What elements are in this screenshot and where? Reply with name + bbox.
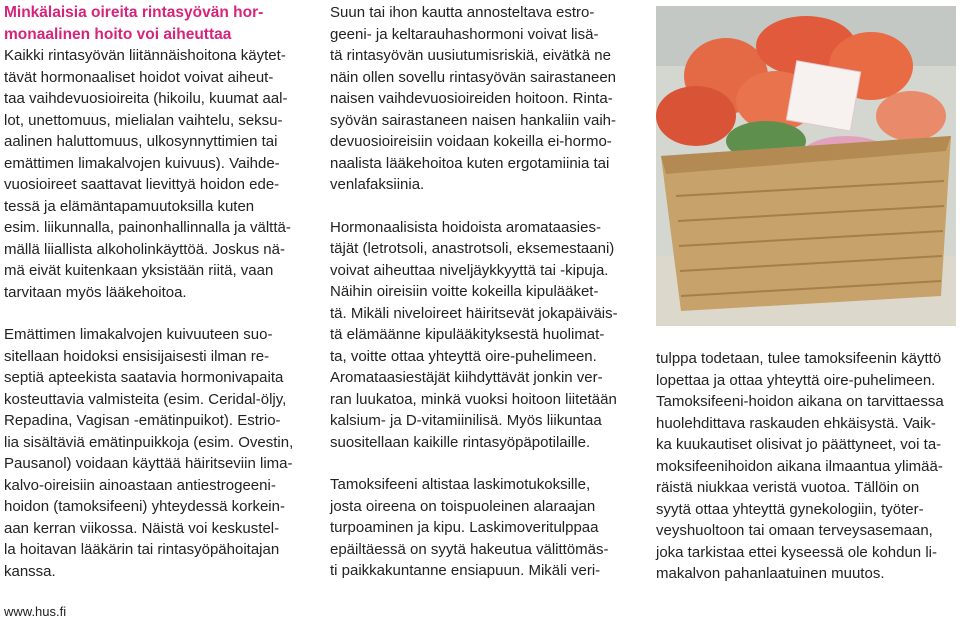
text-line: ti paikkakuntanne ensiapuun. Mikäli veri- — [330, 562, 601, 579]
text-line: devuosioireisiin voidaan kokeilla ei-hormo- — [330, 133, 612, 150]
text-line: turpoaminen ja kipu. Laskimoveritulppaa — [330, 519, 599, 536]
paragraph-estrogen — [330, 2, 630, 196]
footer-url: www.hus.fi — [4, 604, 67, 619]
column-left — [4, 2, 300, 582]
paragraph-gap — [330, 196, 630, 217]
paragraph-tamoxifen-continued — [656, 348, 956, 585]
text-line: Kaikki rintasyövän liitännäishoitona käytet- — [4, 47, 286, 64]
paragraph-gap — [4, 303, 300, 324]
text-line: vuosioireet saattavat lievittyä hoidon ede- — [4, 176, 280, 193]
text-line: naalista lääkehoitoa kuten ergotamiinia tai — [330, 154, 610, 172]
heading-line: Minkälaisia oireita rintasyövän hor- — [4, 4, 264, 21]
text-line: epäiltäessä on syytä hakeutua välittömäs- — [330, 540, 609, 558]
text-line: Tamoksifeeni-hoidon aikana on tarvittaessa — [656, 393, 944, 410]
text-line: lopettaa ja ottaa yhteyttä oire-puhelimeen. — [656, 371, 936, 389]
text-line: ka kuukautiset olisivat jo päättyneet, voi ta- — [656, 436, 942, 453]
text-line: emättimen limakalvojen kuivuus). Vaihde- — [4, 154, 280, 172]
text-line: mä eivät kuitenkaan yksistään riitä, vaan — [4, 262, 274, 279]
text-line: suositellaan kaikille rintasyöpäpotilaille. — [330, 433, 591, 451]
knitted-socks-basket-photo — [656, 6, 956, 326]
text-line: lot, unettomuus, mielialan vaihtelu, seksu- — [4, 111, 283, 129]
text-line: räistä niukkaa veristä vuotoa. Tällöin on — [656, 479, 920, 496]
text-line: ta, voitte ottaa yhteyttä oire-puhelimeen. — [330, 347, 597, 365]
text-line: tä elämäänne kipulääkityksestä huolimat- — [330, 326, 605, 343]
section-heading — [4, 2, 300, 45]
text-line: tävät hormonaaliset hoidot voivat aiheut- — [4, 68, 274, 86]
text-line: aalinen haluttomuus, ulkosynnyttimien tai — [4, 133, 278, 150]
text-line: venlafaksiinia. — [330, 176, 425, 193]
text-line: voivat aiheuttaa niveljäykkyyttä tai -kipuja. — [330, 261, 609, 279]
text-line: tä rintasyövän uusiutumisriskiä, eivätkä ne — [330, 47, 611, 64]
text-line: syövän sairastaneen naisen hankaliin vaih- — [330, 111, 617, 129]
text-line: tulppa todetaan, tulee tamoksifeenin käyttö — [656, 350, 942, 367]
text-line: kalsium- ja D-vitamiinilisä. Myös liikuntaa — [330, 412, 602, 429]
text-line: tessä ja elämäntapamuutoksilla kuten — [4, 197, 255, 215]
text-line: naisen vaihdevuosioireiden hoitoon. Rinta- — [330, 90, 613, 107]
text-line: taa vaihdevuosioireita (hikoilu, kuumat aal- — [4, 90, 288, 107]
text-line: Hormonaalisista hoidoista aromataasies- — [330, 218, 601, 236]
basket-illustration — [656, 6, 956, 326]
text-line: ran luukatoa, minkä vuoksi hoitoon liitetään — [330, 390, 617, 408]
text-line: esim. liikunnalla, painonhallinnalla ja välttä- — [4, 219, 291, 236]
paragraph-aromatase — [330, 217, 630, 454]
text-line: tarvitaan myös lääkehoitoa. — [4, 283, 187, 301]
paragraph-dryness — [4, 324, 300, 582]
text-line: aan kerran viikossa. Näistä voi keskustel- — [4, 519, 280, 537]
heading-line: monaalinen hoito voi aiheuttaa — [4, 25, 232, 43]
text-line: Näihin oireisiin voitte kokeilla kipulääket- — [330, 283, 599, 300]
text-line: makalvon pahanlaatuinen muutos. — [656, 565, 885, 582]
text-line: huolehdittava raskauden ehkäisystä. Vaik- — [656, 414, 936, 432]
text-line: Repadina, Vagisan -emätinpuikot). Estrio- — [4, 412, 281, 429]
column-middle — [330, 2, 630, 582]
text-line: septiä apteekista saatavia hormonivapaita — [4, 369, 284, 386]
text-line: kalvo-oireisiin ainoastaan antiestrogeeni- — [4, 476, 276, 494]
text-line: Emättimen limakalvojen kuivuuteen suo- — [4, 326, 273, 343]
text-line: näin ollen sovellu rintasyövän sairastaneen — [330, 68, 617, 86]
text-line: mällä liiallista alkoholinkäyttöä. Joskus nä- — [4, 240, 285, 258]
text-line: sitellaan hoidoksi ensisijaisesti ilman re- — [4, 347, 270, 365]
text-line: Aromataasiestäjät kiihdyttävät jonkin ver- — [330, 369, 603, 386]
text-line: syytä ottaa yhteyttä gynekologiin, työter- — [656, 500, 924, 518]
text-line: geeni- ja keltarauhashormoni voivat lisä- — [330, 25, 599, 43]
text-line: Pausanol) voidaan käyttää häiritseviin lima- — [4, 455, 293, 472]
text-line: veyshuoltoon tai omaan terveysasemaan, — [656, 522, 933, 539]
text-line: la hoitavan lääkärin tai rintasyöpähoitajan — [4, 541, 280, 558]
text-line: hoidon (tamoksifeeni) yhteydessä korkein- — [4, 498, 285, 515]
text-line: Tamoksifeeni altistaa laskimotukoksille, — [330, 476, 591, 493]
text-line: täjät (letrotsoli, anastrotsoli, eksemestaani) — [330, 240, 615, 257]
text-line: kanssa. — [4, 562, 56, 580]
text-line: lia sisältäviä emätinpuikkoja (esim. Ovestin, — [4, 433, 294, 451]
text-line: Suun tai ihon kautta annosteltava estro- — [330, 4, 595, 21]
column-right — [656, 348, 956, 585]
paragraph-tamoxifen — [330, 474, 630, 582]
text-line: joka tarkistaa ettei kyseessä ole kohdun li- — [656, 543, 937, 561]
text-line: moksifeenihoidon aikana ilmaantua ylimää- — [656, 457, 943, 475]
text-line: kosteuttavia valmisteita (esim. Ceridal-öljy, — [4, 390, 287, 408]
text-line: tä. Mikäli niveloireet häiritsevät jokapäiväis- — [330, 304, 618, 322]
text-line: josta oireena on toispuoleinen alaraajan — [330, 497, 596, 515]
paragraph-gap — [330, 453, 630, 474]
paragraph-symptoms — [4, 45, 300, 303]
